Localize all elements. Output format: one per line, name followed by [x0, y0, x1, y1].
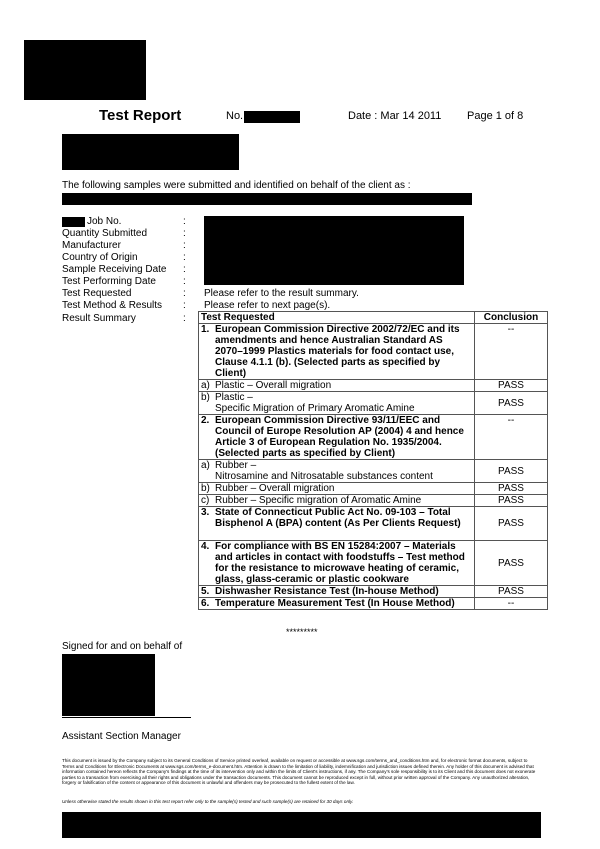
page-indicator: Page 1 of 8: [467, 110, 524, 122]
sub-item-cell: [199, 392, 475, 415]
signed-on-behalf-text: Signed for and on behalf of: [62, 641, 183, 652]
section-4-text: For compliance with BS EN 15284:2007 – Materials and articles in contact with foodstuffs – Test method for the resistance to microwave heating of ceramic, glass, glass-ceramic or plastic cookware: [215, 541, 465, 585]
table-row: [199, 586, 548, 598]
report-date: Date : Mar 14 2011: [348, 110, 442, 122]
sub-item-text-cont: Specific Migration of Primary Aromatic Amine: [215, 403, 415, 414]
redacted-sample-details: [204, 216, 464, 285]
sub-item-text: Rubber – Overall migration: [215, 483, 335, 494]
sub-item-cell: [199, 380, 475, 392]
redacted-logo: [24, 40, 146, 100]
conclusion-cell: PASS: [475, 507, 548, 541]
table-row: [199, 507, 548, 541]
section-1-cell: [199, 324, 475, 380]
sub-item-cell: [199, 495, 475, 507]
field-label-country: Country of Origin: [62, 252, 138, 263]
colon: :: [183, 228, 186, 239]
signatory-title: Assistant Section Manager: [62, 731, 181, 742]
report-title: Test Report: [99, 107, 182, 124]
section-6-cell: [199, 598, 475, 610]
field-label-test-requested: Test Requested: [62, 288, 132, 299]
sub-item-letter: a): [201, 460, 210, 471]
end-of-results-marker: *********: [286, 627, 318, 637]
section-number: 6.: [201, 598, 210, 609]
table-row: [199, 415, 548, 460]
conclusion-cell: PASS: [475, 541, 548, 586]
sub-item-letter: a): [201, 380, 210, 391]
result-summary-table: [198, 311, 548, 610]
colon: :: [183, 264, 186, 275]
section-2-cell: [199, 415, 475, 460]
column-header-conclusion: Conclusion: [475, 312, 548, 324]
legal-disclaimer: This document is issued by the Company subject to its General Conditions of Service printed overleaf, available on request or accessible at www.sgs.com/terms_and_conditions.htm and, for electronic format documents, subject to Terms and Conditions for Electronic Documents at www.sgs.com/terms_e-document.htm. Attention is drawn to the limitation of liability, indemnification and jurisdiction issues defined therein. Any holder of this document is advised that information contained hereon reflects the Company's findings at the time of its intervention only and within the limits of Client's instructions, if any. The Company's sole responsibility is to its Client and this document does not exonerate parties to a transaction from exercising all their rights and obligations under the transaction documents. This document cannot be reproduced except in full, without prior written approval of the Company. Any unauthorized alteration, forgery or falsification of the content or appearance of this document is unlawful and offenders may be prosecuted to the fullest extent of the law.: [62, 758, 536, 786]
conclusion-cell: PASS: [475, 483, 548, 495]
colon: :: [183, 276, 186, 287]
table-header-row: [199, 312, 548, 324]
sub-item-letter: b): [201, 392, 210, 403]
redacted-report-number: [244, 111, 300, 123]
sub-item-letter: c): [201, 495, 210, 506]
section-3-cell: [199, 507, 475, 541]
conclusion-cell: --: [475, 598, 548, 610]
conclusion-cell: --: [475, 415, 548, 460]
redacted-address-block: [62, 134, 239, 170]
section-number: 4.: [201, 541, 210, 552]
sub-item-text: Rubber –: [215, 460, 257, 471]
redacted-footer: [62, 812, 541, 838]
table-row: [199, 495, 548, 507]
redacted-job-prefix: [62, 217, 85, 227]
report-number-label: No.: [226, 110, 244, 122]
sub-item-cell: [199, 483, 475, 495]
sub-item-letter: b): [201, 483, 210, 494]
sub-item-text: Rubber – Specific migration of Aromatic Amine: [215, 495, 422, 506]
table-row: [199, 541, 548, 586]
colon: :: [183, 216, 186, 227]
colon: :: [183, 252, 186, 263]
table-row: [199, 598, 548, 610]
field-label-performing-date: Test Performing Date: [62, 276, 156, 287]
section-number: 2.: [201, 415, 210, 426]
table-row: [199, 460, 548, 483]
test-requested-value: Please refer to the result summary.: [204, 288, 359, 299]
colon: :: [183, 240, 186, 251]
table-row: [199, 392, 548, 415]
colon: :: [183, 288, 186, 299]
table-row: [199, 324, 548, 380]
sub-item-cell: [199, 460, 475, 483]
test-method-value: Please refer to next page(s).: [204, 300, 331, 311]
section-1-text: European Commission Directive 2002/72/EC and its amendments and hence Australian Standard AS 2070–1999 Plastics materials for food contact use, Clause 4.1.1 (b). (Selected parts as specified by Client): [215, 324, 460, 379]
section-2-text: European Commission Directive 93/11/EEC and Council of Europe Resolution AP (2004) 4 and hence Article 3 of European Regulation No. 1935/2004. (Selected parts as specified by Client): [215, 415, 464, 459]
section-5-text: Dishwasher Resistance Test (In-house Method): [215, 586, 439, 597]
redacted-signature: [62, 654, 155, 716]
colon: :: [183, 300, 186, 311]
field-label-job-no: Job No.: [87, 216, 122, 227]
table-row: [199, 380, 548, 392]
conclusion-cell: PASS: [475, 392, 548, 415]
sample-retention-note: Unless otherwise stated the results shown in this test report refer only to the sample(s) tested and such sample(s) are retained for 30 days only.: [62, 799, 354, 804]
field-label-quantity: Quantity Submitted: [62, 228, 148, 239]
sub-item-text: Plastic –: [215, 392, 253, 403]
section-number: 1.: [201, 324, 210, 335]
colon: :: [183, 313, 186, 324]
conclusion-cell: PASS: [475, 495, 548, 507]
conclusion-cell: PASS: [475, 380, 548, 392]
section-6-text: Temperature Measurement Test (In House Method): [215, 598, 455, 609]
conclusion-cell: PASS: [475, 460, 548, 483]
conclusion-cell: --: [475, 324, 548, 380]
intro-text: The following samples were submitted and identified on behalf of the client as :: [62, 180, 411, 191]
table-row: [199, 483, 548, 495]
sub-item-text: Plastic – Overall migration: [215, 380, 332, 391]
section-4-cell: [199, 541, 475, 586]
field-label-result-summary: Result Summary: [62, 313, 136, 324]
signature-line: [62, 717, 191, 718]
section-5-cell: [199, 586, 475, 598]
section-3-text: State of Connecticut Public Act No. 09-103 – Total Bisphenol A (BPA) content (As Per Clients Request): [215, 507, 461, 529]
section-number: 3.: [201, 507, 210, 518]
field-label-manufacturer: Manufacturer: [62, 240, 121, 251]
redacted-client-name: [62, 193, 472, 205]
sub-item-text-cont: Nitrosamine and Nitrosatable substances content: [215, 471, 433, 482]
section-number: 5.: [201, 586, 210, 597]
field-label-test-method: Test Method & Results: [62, 300, 163, 311]
column-header-test: Test Requested: [199, 312, 475, 324]
conclusion-cell: PASS: [475, 586, 548, 598]
field-label-receiving-date: Sample Receiving Date: [62, 264, 167, 275]
